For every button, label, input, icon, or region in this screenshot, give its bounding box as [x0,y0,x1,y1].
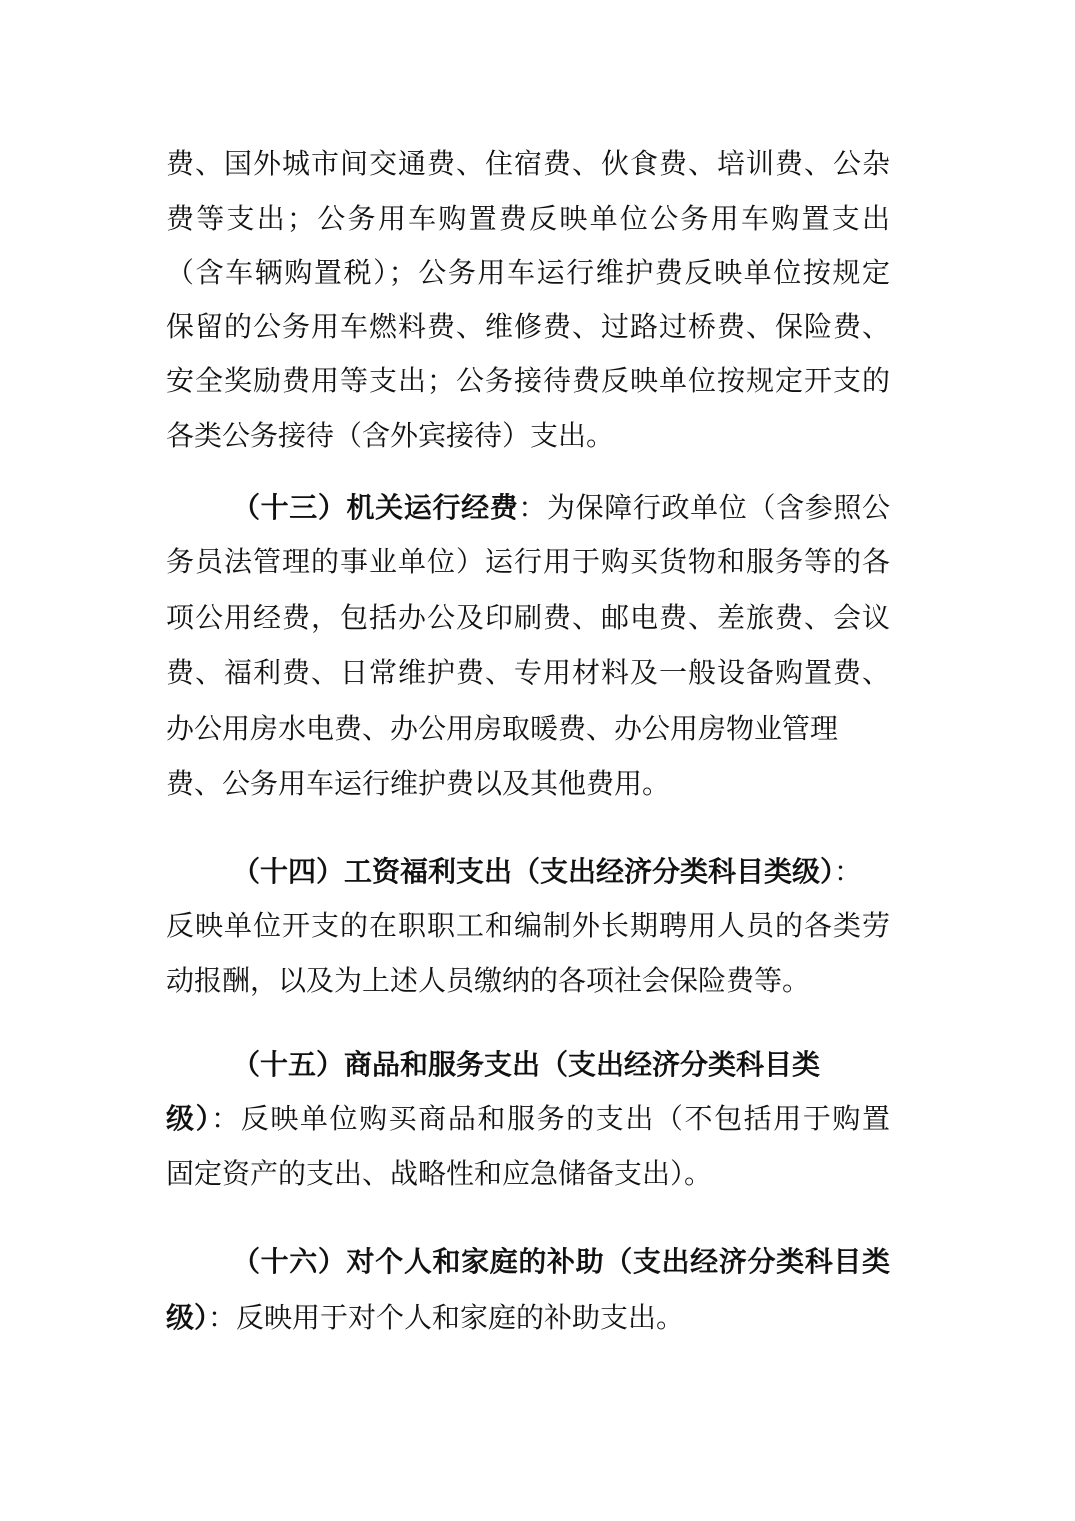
paragraph-1-line-1 [166,142,890,186]
text: 费、国外城市间交通费、住宿费、伙食费、培训费、公杂 [166,147,890,180]
text: 项公用经费，包括办公及印刷费、邮电费、差旅费、会议 [166,601,890,634]
section-heading: （十三）机关运行经费 [232,491,519,524]
text: 反映单位开支的在职职工和编制外长期聘用人员的各类劳 [166,909,890,942]
paragraph-2-line-6 [166,762,890,806]
paragraph-1-line-6 [166,414,890,458]
text: 安全奖励费用等支出；公务接待费反映单位按规定开支的 [166,364,890,397]
text: 各类公务接待（含外宾接待）支出。 [166,419,615,452]
text: ： [834,855,863,888]
section-heading: 级） [166,1301,209,1334]
paragraph-4-line-3 [166,1152,890,1196]
text: 费、公务用车运行维护费以及其他费用。 [166,767,671,800]
paragraph-4-line-1 [232,1043,890,1087]
paragraph-3-line-2 [166,904,890,948]
paragraph-1-line-3 [166,251,890,295]
text: （含车辆购置税）；公务用车运行维护费反映单位按规定 [166,256,890,289]
text: 保留的公务用车燃料费、维修费、过路过桥费、保险费、 [166,310,890,343]
text: 动报酬，以及为上述人员缴纳的各项社会保险费等。 [166,964,811,997]
paragraph-2-line-2 [166,540,890,584]
paragraph-2-line-1 [232,486,890,530]
section-heading: 级） [166,1102,212,1135]
paragraph-2-line-5 [166,707,890,751]
section-heading: （十四）工资福利支出（支出经济分类科目类级） [232,855,835,888]
text: ：反映用于对个人和家庭的补助支出。 [208,1301,685,1334]
paragraph-3-line-3 [166,959,890,1003]
paragraph-5-line-2 [166,1296,890,1340]
paragraph-4-line-2 [166,1097,890,1141]
paragraph-3-line-1 [232,850,890,894]
section-heading: （十六）对个人和家庭的补助（支出经济分类科目类 [232,1245,890,1278]
text: 费、福利费、日常维护费、专用材料及一般设备购置费、 [166,656,890,689]
text: ：为保障行政单位（含参照公 [518,491,890,524]
paragraph-1-line-4 [166,305,890,349]
text: ：反映单位购买商品和服务的支出（不包括用于购置 [211,1102,890,1135]
text: 办公用房水电费、办公用房取暖费、办公用房物业管理 [166,712,839,745]
paragraph-5-line-1 [232,1240,890,1284]
paragraph-1-line-5 [166,359,890,403]
paragraph-2-line-3 [166,596,890,640]
text: 固定资产的支出、战略性和应急储备支出）。 [166,1157,713,1190]
text: 费等支出；公务用车购置费反映单位公务用车购置支出 [166,202,890,235]
paragraph-2-line-4 [166,651,890,695]
paragraph-1-line-2 [166,197,890,241]
section-heading: （十五）商品和服务支出（支出经济分类科目类 [232,1048,821,1081]
text: 务员法管理的事业单位）运行用于购买货物和服务等的各 [166,545,890,578]
